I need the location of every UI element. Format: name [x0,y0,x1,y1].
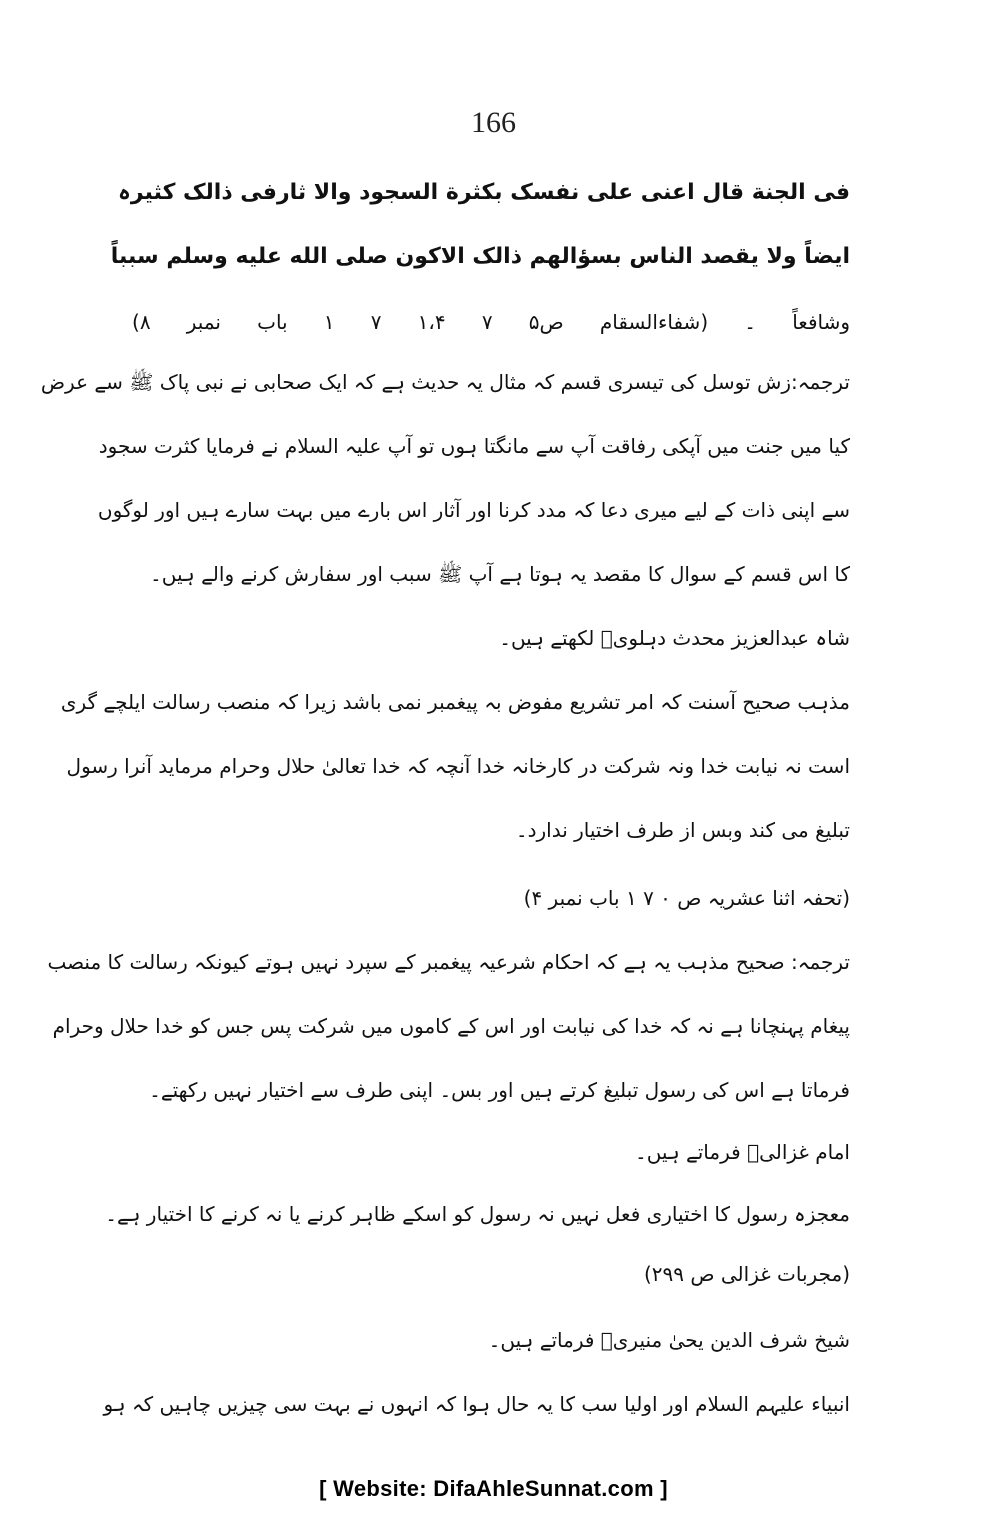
page-number: 166 [471,106,516,139]
maneri-quote: انبیاء علیہم السلام اور اولیا سب کا یہ حال ہوا کہ انہوں نے بہت سی چیزیں چاہیں کہ ہو [103,1392,850,1416]
persian-line-1: مذہب صحیح آسنت کہ امر تشریع مفوض بہ پیغمبر نمی باشد زیرا کہ منصب رسالت ایلچے گری [60,690,850,714]
ghazali-heading: امام غزالیؒ فرماتے ہیں۔ [634,1140,850,1164]
translation2-line-3: فرماتا ہے اس کی رسول تبلیغ کرتے ہیں اور بس۔ اپنی طرف سے اختیار نہیں رکھتے۔ [149,1078,850,1102]
citation-line: وشافعاً ۔ (شفاءالسقام ص۵ ۷ ۱،۴ ۷ ۱ باب نمبر ۸) [132,310,851,334]
persian-line-3: تبلیغ می کند وبس از طرف اختیار ندارد۔ [515,818,850,842]
ghazali-quote: معجزہ رسول کا اختیاری فعل نہیں نہ رسول کو اسکے ظاہر کرنے یا نہ کرنے کا اختیار ہے۔ [105,1202,850,1226]
reference-tohfa: (تحفہ اثنا عشریہ ص ۰ ۷ ۱ باب نمبر ۴) [523,886,850,910]
arabic-line-2: ایضاً ولا یقصد الناس بسؤالهم ذالک الاکون صلی الله علیه وسلم سبباً [110,244,850,269]
translation-line-3: سے اپنی ذات کے لیے میری دعا کہ مدد کرنا اور آثار اس بارے میں بہت سارے ہیں اور لوگوں [97,498,850,522]
translation2-line-1: ترجمہ: صحیح مذہب یہ ہے کہ احکام شرعیہ پیغمبر کے سپرد نہیں ہوتے کیونکہ رسالت کا منصب [47,950,850,974]
arabic-line-1: فی الجنة قال اعنی علی نفسک بکثرة السجود والا ثارفی ذالک کثیرہ [118,180,850,205]
maneri-heading: شیخ شرف الدین یحیٰ منیریؒ فرماتے ہیں۔ [488,1328,850,1352]
translation2-line-2: پیغام پہنچانا ہے نہ کہ خدا کی نیابت اور اس کے کاموں میں شرکت پس جس کو خدا حلال وحرام [52,1014,850,1038]
translation-line-1: ترجمہ:زش توسل کی تیسری قسم کہ مثال یہ حدیث ہے کہ ایک صحابی نے نبی پاک ﷺ سے عرض [40,370,850,394]
translation-line-4: کا اس قسم کے سوال کا مقصد یہ ہوتا ہے آپ ﷺ سبب اور سفارش کرنے والے ہیں۔ [150,562,850,586]
website-footer: [ Website: DifaAhleSunnat.com ] [319,1476,668,1501]
author-heading: شاہ عبدالعزیز محدث دہلویؒ لکھتے ہیں۔ [499,626,850,650]
reference-mujarrabat: (مجربات غزالی ص ۲۹۹) [643,1262,850,1286]
persian-line-2: است نہ نیابت خدا ونہ شرکت در کارخانہ خدا آنچہ کہ خدا تعالیٰ حلال وحرام مرماید آنرا رسول [66,754,850,778]
translation-line-2: کیا میں جنت میں آپکی رفاقت آپ سے مانگتا ہوں تو آپ علیہ السلام نے فرمایا کثرت سجود [98,434,850,458]
